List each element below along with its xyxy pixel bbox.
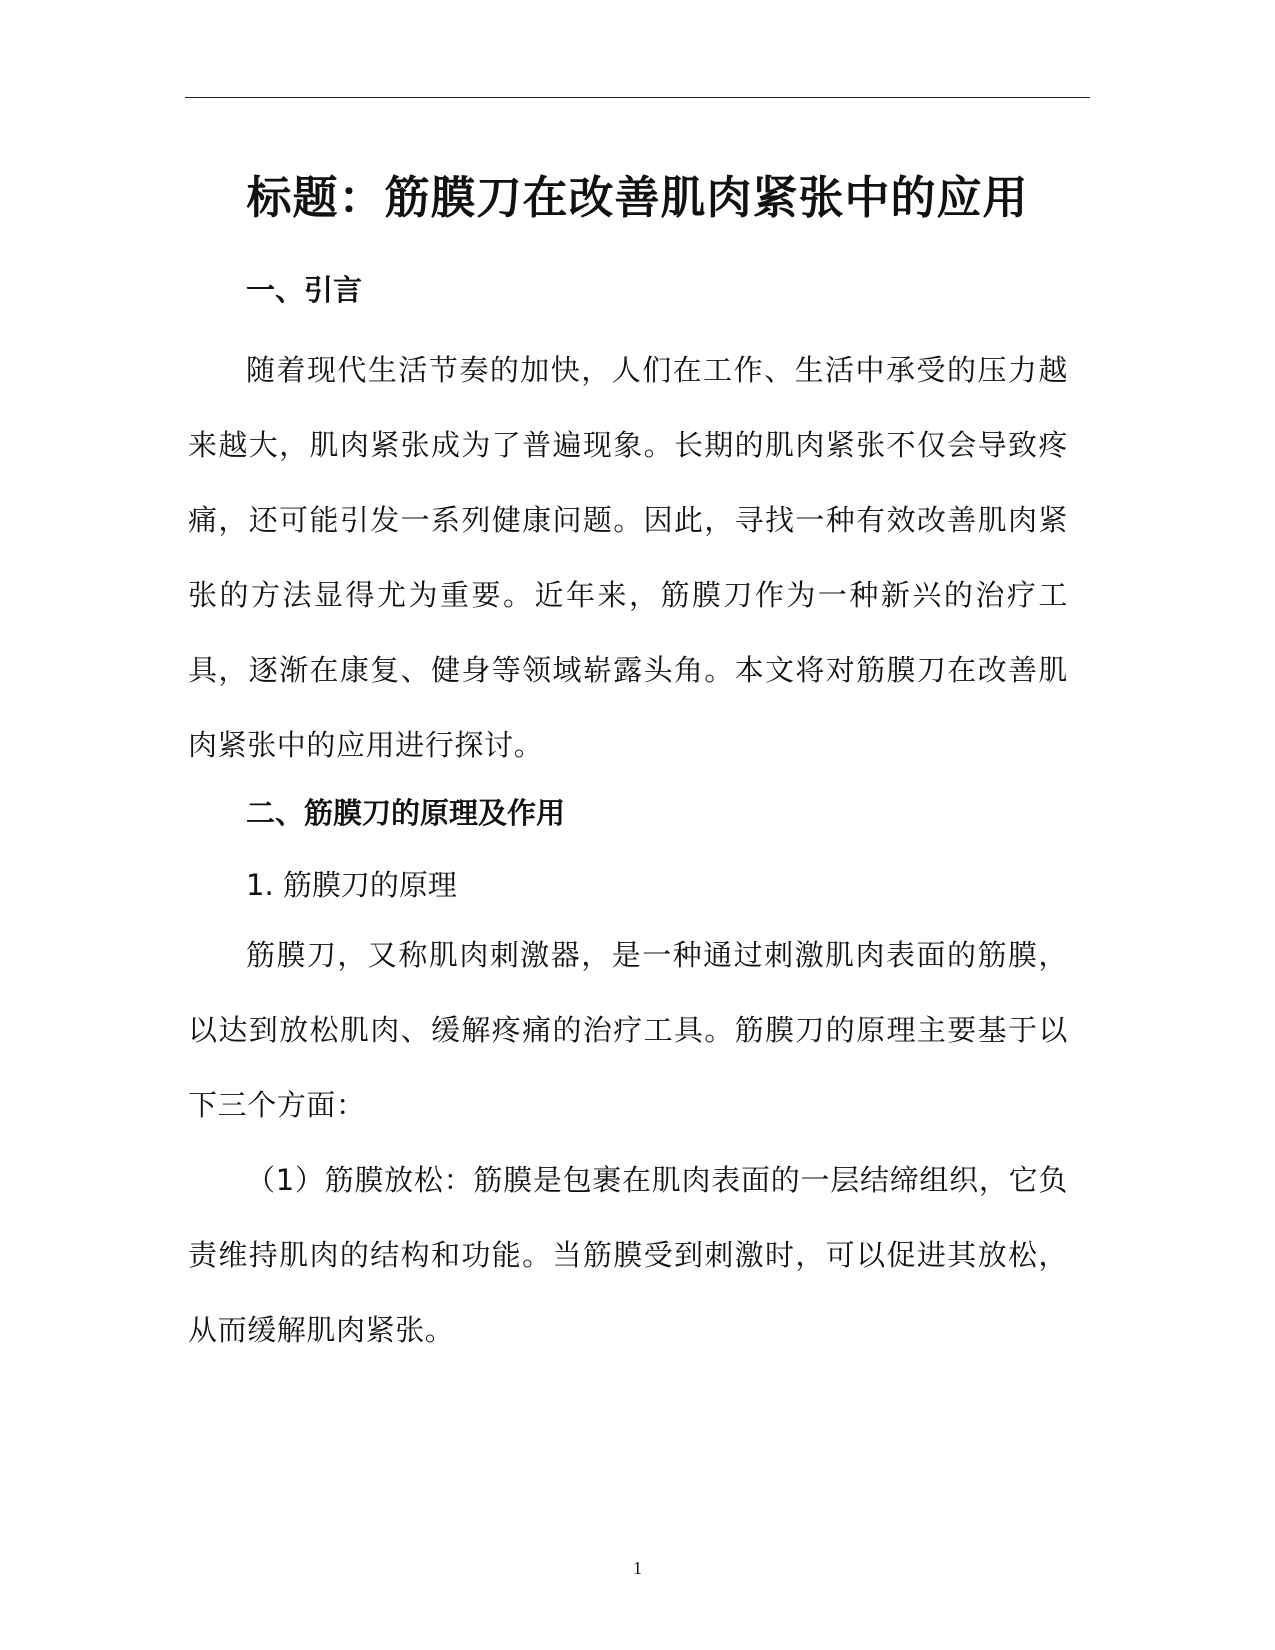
section-heading-introduction: 一、引言 [246, 273, 363, 307]
introduction-paragraph: 随着现代生活节奏的加快，人们在工作、生活中承受的压力越来越大，肌肉紧张成为了普遍现象。长期的肌肉紧张不仅会导致疼痛，还可能引发一系列健康问题。因此，寻找一种有效改善肌肉紧张的方法显得尤为重要。近年来，筋膜刀作为一种新兴的治疗工具，逐渐在康复、健身等领域崭露头角。本文将对筋膜刀在改善肌肉紧张中的应用进行探讨。 [188, 353, 1068, 762]
document-title: 标题：筋膜刀在改善肌肉紧张中的应用 [246, 171, 1029, 224]
header-rule [185, 97, 1090, 98]
page-number: 1 [633, 1558, 642, 1578]
section-heading-principle-and-function: 二、筋膜刀的原理及作用 [246, 796, 566, 830]
principle-paragraph: 筋膜刀，又称肌肉刺激器，是一种通过刺激肌肉表面的筋膜，以达到放松肌肉、缓解疼痛的治疗工具。筋膜刀的原理主要基于以下三个方面： [188, 938, 1068, 1122]
point-one-paragraph: （1）筋膜放松：筋膜是包裹在肌肉表面的一层结缔组织，它负责维持肌肉的结构和功能。当筋膜受到刺激时，可以促进其放松，从而缓解肌肉紧张。 [188, 1163, 1068, 1347]
subsection-heading-principle: 1. 筋膜刀的原理 [246, 868, 457, 902]
